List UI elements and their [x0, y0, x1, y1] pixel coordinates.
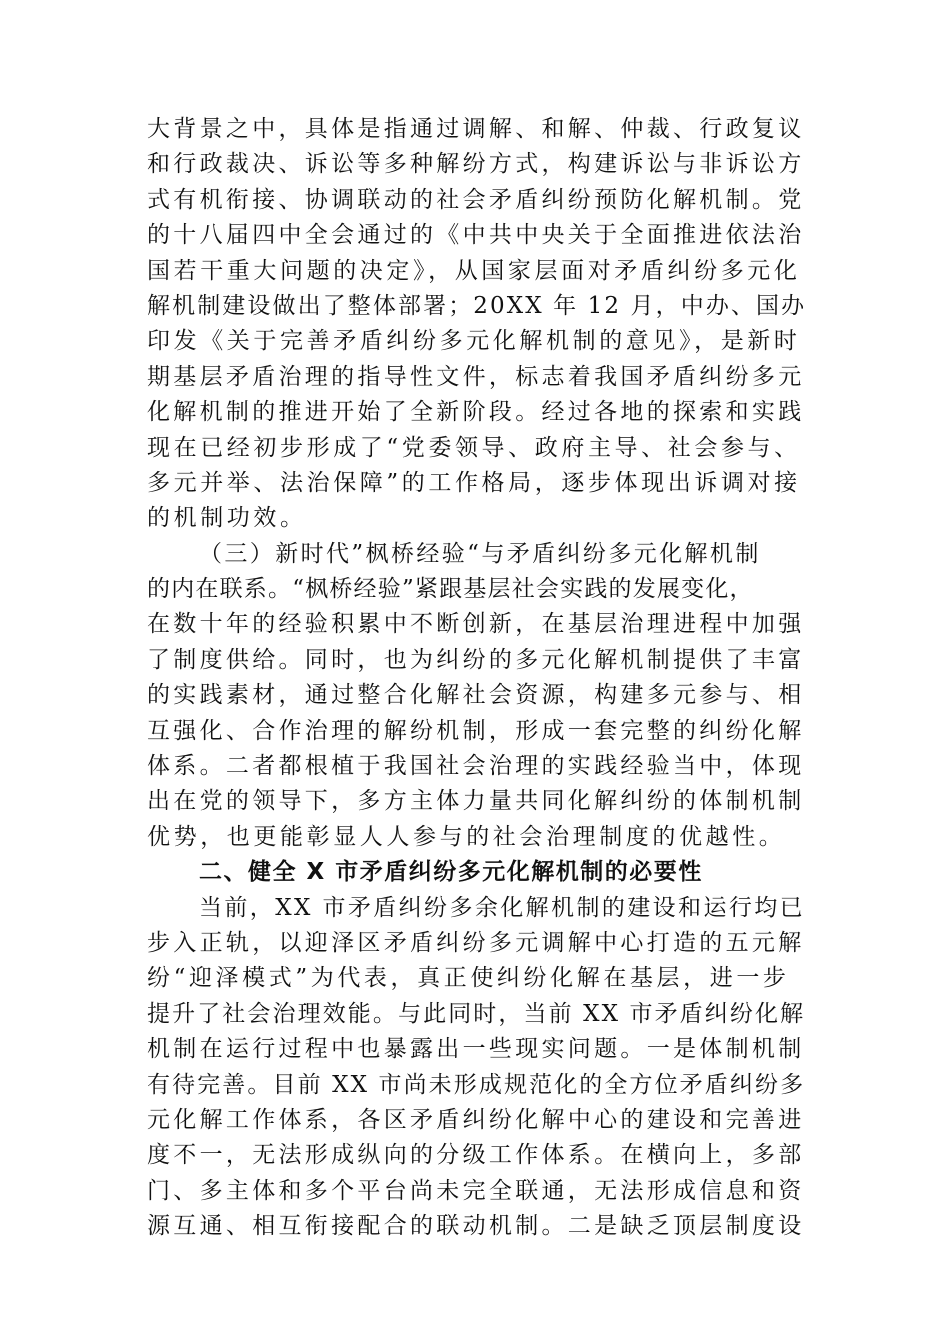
text-line: 体系。二者都根植于我国社会治理的实践经验当中，体现 [147, 753, 805, 780]
text-line: 有待完善。目前 XX 市尚未形成规范化的全方位矛盾纠纷多 [147, 1071, 806, 1098]
text-line: 度不一，无法形成纵向的分级工作体系。在横向上，多部 [147, 1142, 805, 1169]
text-line: 了制度供给。同时，也为纠纷的多元化解机制提供了丰富 [147, 646, 805, 673]
text-line: 当前，XX 市矛盾纠纷多余化解机制的建设和运行均已 [199, 894, 806, 921]
text-line: 国若干重大问题的决定》，从国家层面对矛盾纠纷多元化 [147, 257, 801, 284]
text-line: 和行政裁决、诉讼等多种解纷方式，构建诉讼与非诉讼方 [147, 151, 805, 178]
section-heading-three: （三）新时代”枫桥经验“与矛盾纠纷多元化解机制 [199, 540, 761, 567]
text-line: 大背景之中，具体是指通过调解、和解、仲裁、行政复议 [147, 116, 805, 142]
text-line: 门、多主体和多个平台尚未完全联通，无法形成信息和资 [147, 1177, 805, 1204]
body-text [147, 112, 807, 1245]
text-line: 解机制建设做出了整体部署；20XX 年 12 月，中办、国办 [147, 292, 807, 319]
text-line: 互强化、合作治理的解纷机制，形成一套完整的纠纷化解 [147, 717, 805, 744]
text-line: 的内在联系。“枫桥经验”紧跟基层社会实践的发展变化， [147, 576, 754, 603]
text-line: 机制在运行过程中也暴露出一些现实问题。一是体制机制 [147, 1036, 805, 1063]
text-line: 在数十年的经验积累中不断创新，在基层治理进程中加强 [147, 611, 805, 638]
text-line: 纷“迎泽模式”为代表，真正使纠纷化解在基层，进一步 [147, 965, 790, 992]
text-line: 提升了社会治理效能。与此同时，当前 XX 市矛盾纠纷化解 [147, 1000, 806, 1027]
text-line: 的实践素材，通过整合化解社会资源，构建多元参与、相 [147, 682, 805, 709]
text-line: 的机制功效。 [147, 505, 307, 532]
text-line: 步入正轨，以迎泽区矛盾纠纷多元调解中心打造的五元解 [147, 929, 805, 956]
text-line: 优势，也更能彰显人人参与的社会治理制度的优越性。 [147, 823, 786, 850]
text-line: 元化解工作体系，各区矛盾纠纷化解中心的建设和完善进 [147, 1106, 805, 1133]
text-line: 的十八届四中全会通过的《中共中央关于全面推进依法治 [147, 222, 805, 249]
text-line: 化解机制的推进开始了全新阶段。经过各地的探索和实践 [147, 399, 805, 426]
section-heading-two: 二、健全 X 市矛盾纠纷多元化解机制的必要性 [199, 859, 703, 886]
text-line: 印发《关于完善矛盾纠纷多元化解机制的意见》，是新时 [147, 328, 801, 355]
text-line: 期基层矛盾治理的指导性文件，标志着我国矛盾纠纷多元 [147, 363, 805, 390]
text-line: 源互通、相互衔接配合的联动机制。二是缺乏顶层制度设 [147, 1213, 805, 1240]
text-line: 出在党的领导下，多方主体力量共同化解纠纷的体制机制 [147, 788, 805, 815]
text-line: 多元并举、法治保障”的工作格局，逐步体现出诉调对接 [147, 469, 801, 496]
text-line: 式有机衔接、协调联动的社会矛盾纠纷预防化解机制。党 [147, 186, 805, 213]
text-line: 现在已经初步形成了“党委领导、政府主导、社会参与、 [147, 434, 801, 461]
